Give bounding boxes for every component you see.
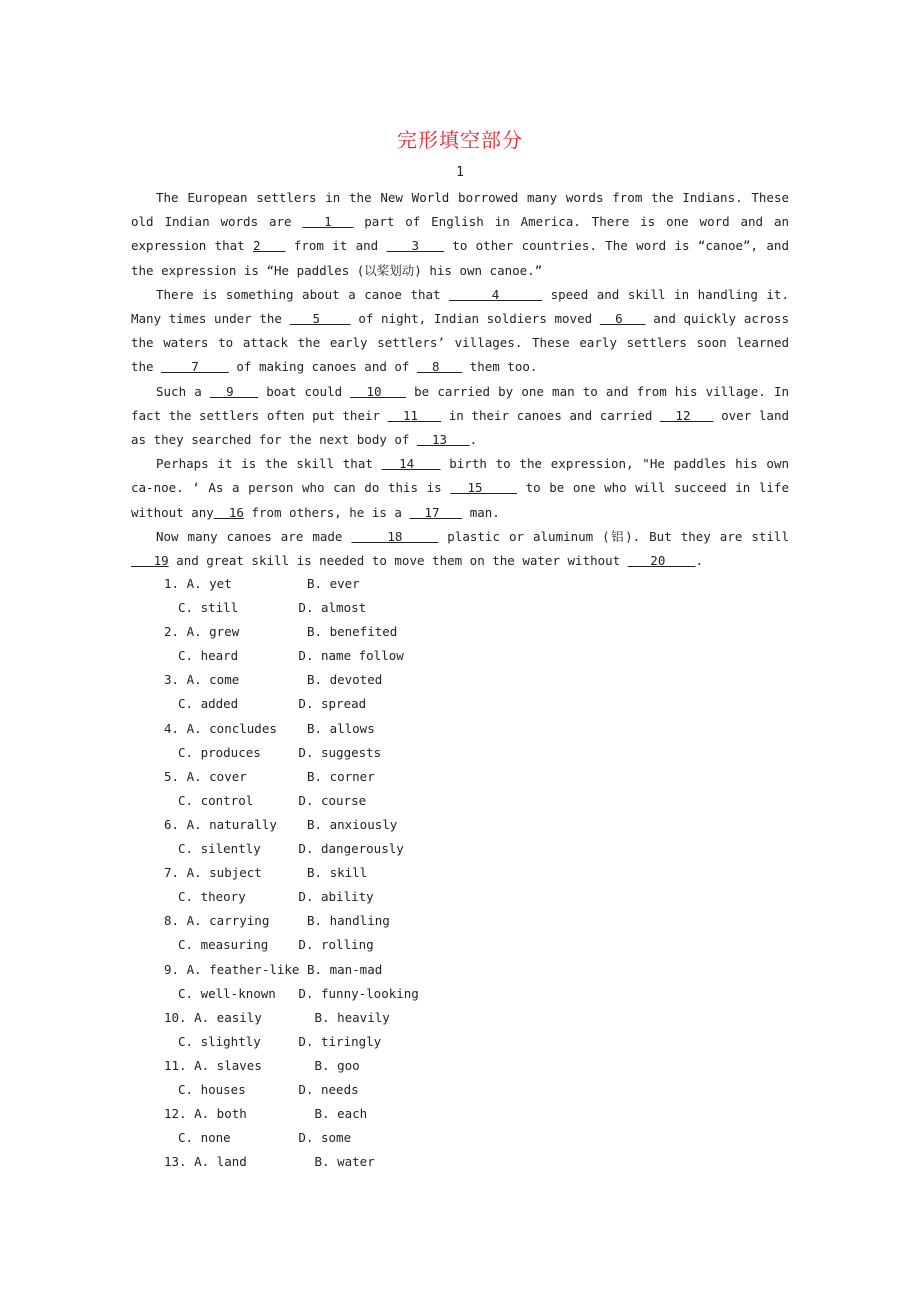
option-row-ab [164, 958, 419, 982]
option-c: C. slightly [178, 1033, 299, 1049]
passage-text: of night, Indian soldiers moved [350, 311, 600, 327]
blank-number: 16 [213, 504, 244, 520]
option-row-ab [164, 861, 419, 885]
option-c: C. heard [178, 648, 299, 664]
option-b: B. water [314, 1154, 375, 1170]
passage-paragraph [131, 380, 789, 453]
question-number: 6. [164, 816, 187, 832]
question-number: 10. [164, 1009, 195, 1025]
option-row-ab [164, 572, 419, 596]
option-c: C. control [178, 792, 299, 808]
option-c: C. theory [178, 889, 299, 905]
passage-text: plastic or aluminum (铝). But they are still [438, 528, 789, 544]
passage-text: be carried by one man to and from his village. In fact the settlers often put their [131, 383, 789, 423]
option-d: D. suggests [298, 744, 382, 760]
passage-text: part of English in America. There is one word and an expression that [131, 214, 790, 254]
passage-text: man. [462, 504, 500, 520]
option-b: B. ever [307, 576, 360, 591]
option-c: C. well-known [178, 985, 299, 1001]
option-row-cd [164, 692, 419, 716]
blank-number: 3 [386, 238, 444, 254]
question-number: 5. [164, 768, 187, 784]
option-row-cd [164, 1078, 419, 1102]
option-d: D. almost [298, 600, 367, 616]
passage-text: to be one who will succeed in life without any [131, 480, 789, 520]
option-row-cd [164, 596, 419, 620]
passage-text: speed and skill in handling it. Many times under the [131, 286, 789, 327]
option-c: C. produces [178, 744, 299, 760]
passage-text: from it and [285, 238, 387, 254]
option-c: C. measuring [178, 937, 299, 953]
option-row-cd [164, 933, 419, 957]
option-row-cd [164, 1030, 419, 1054]
option-a: A. feather-like [186, 961, 307, 977]
passage-text: There is something about a canoe that [156, 286, 450, 302]
passage-text: and quickly across the waters to attack the early settlers’ villages. These early settlers soon learned the [131, 311, 789, 375]
option-row-ab [164, 813, 419, 837]
passage-text: Now many canoes are made [156, 528, 352, 544]
option-row-ab [164, 668, 419, 692]
question-number: 8. [164, 913, 187, 929]
question-number: 12. [164, 1106, 195, 1122]
passage-text: them too. [462, 359, 538, 375]
blank-number: 18 [351, 528, 439, 544]
passage-paragraph [131, 452, 789, 525]
blank-number: 8 [417, 359, 463, 375]
blank-number: 9 [209, 383, 259, 399]
option-d: D. tiringly [298, 1033, 382, 1049]
option-row-ab [164, 909, 419, 933]
option-row-ab [164, 1150, 419, 1174]
option-c: C. houses [178, 1081, 299, 1097]
blank-number: 19 [131, 553, 169, 569]
option-b: B. anxiously [307, 816, 398, 832]
option-row-ab [164, 1102, 419, 1126]
blank-number: 2 [253, 238, 286, 254]
question-number: 13. [164, 1154, 195, 1170]
question-number: 7. [164, 865, 187, 881]
option-row-cd [164, 982, 419, 1006]
option-row-cd [164, 1126, 419, 1150]
option-a: A. easily [194, 1009, 315, 1025]
question-number: 11. [164, 1057, 195, 1073]
option-d: D. dangerously [298, 841, 404, 857]
passage-text: and great skill is needed to move them on the water without [168, 553, 628, 569]
option-c: C. silently [178, 841, 299, 857]
option-a: A. slaves [194, 1057, 315, 1073]
option-d: D. name follow [298, 648, 404, 664]
option-b: B. devoted [307, 672, 383, 688]
blank-number: 13 [416, 432, 470, 448]
option-a: A. subject [186, 865, 307, 881]
option-b: B. skill [307, 865, 368, 881]
blank-number: 14 [381, 456, 441, 472]
passage-text: to other countries. The word is “canoe”, and the expression is “He paddles (以桨划动) his own canoe.” [131, 238, 789, 278]
blank-number: 7 [161, 359, 229, 375]
passage-text: from others, he is a [243, 504, 410, 520]
option-b: B. allows [307, 720, 375, 736]
passage-text: boat could [258, 383, 351, 399]
passage-text: over land as they searched for the next body of [131, 407, 789, 448]
option-b: B. man-mad [307, 961, 383, 977]
passage-text: Perhaps it is the skill that [156, 456, 382, 472]
option-row-cd [164, 837, 419, 861]
passage-paragraph [131, 525, 789, 573]
question-number: 3. [164, 672, 187, 688]
option-c: C. none [178, 1130, 299, 1146]
option-row-ab [164, 1006, 419, 1030]
option-a: A. come [186, 672, 307, 688]
option-b: B. goo [314, 1057, 360, 1073]
blank-number: 10 [350, 383, 406, 399]
option-row-cd [164, 789, 419, 813]
option-row-ab [164, 620, 419, 644]
passage-text: . [469, 432, 478, 448]
passage-text: in their canoes and carried [441, 407, 661, 423]
option-row-ab [164, 1054, 419, 1078]
passage-paragraph [131, 186, 789, 283]
option-b: B. corner [307, 768, 375, 784]
blank-number: 6 [599, 311, 646, 327]
option-a: A. cover [186, 768, 307, 784]
option-a: A. naturally [186, 816, 307, 832]
option-b: B. benefited [307, 624, 398, 640]
section-number: 1 [456, 165, 464, 180]
option-a: A. yet [186, 576, 307, 591]
option-d: D. needs [298, 1081, 359, 1097]
option-c: C. added [178, 696, 299, 712]
option-d: D. course [298, 792, 367, 808]
option-row-cd [164, 741, 419, 765]
passage-paragraph [131, 283, 789, 380]
option-row-ab [164, 717, 419, 741]
answer-options [164, 572, 419, 1174]
option-row-cd [164, 644, 419, 668]
blank-number: 20 [627, 553, 696, 569]
blank-number: 11 [387, 407, 442, 423]
question-number: 1. [164, 576, 187, 591]
option-b: B. handling [307, 913, 390, 929]
option-d: D. rolling [298, 937, 374, 953]
option-d: D. spread [298, 696, 367, 712]
option-a: A. carrying [186, 913, 307, 929]
option-a: A. land [194, 1154, 315, 1170]
option-a: A. concludes [186, 720, 307, 736]
option-c: C. still [178, 600, 299, 616]
option-d: D. funny-looking [298, 985, 419, 1001]
question-number: 2. [164, 624, 187, 640]
passage-text: The European settlers in the New World borrowed many words from the Indians. These old Indian words are [131, 190, 789, 230]
passage-text: . [695, 553, 703, 569]
option-d: D. some [298, 1130, 352, 1146]
option-d: D. ability [298, 889, 374, 905]
blank-number: 4 [449, 286, 543, 302]
option-a: A. both [194, 1106, 315, 1122]
passage-text: of making canoes and of [228, 359, 417, 375]
option-row-ab [164, 765, 419, 789]
question-number: 9. [164, 961, 187, 977]
option-row-cd [164, 885, 419, 909]
passage-text: Such a [156, 383, 210, 399]
passage-text: birth to the expression, "He paddles his own ca-noe. ‘ As a person who can do this is [131, 456, 789, 496]
option-a: A. grew [186, 624, 307, 640]
option-b: B. heavily [314, 1009, 390, 1025]
cloze-passage [131, 186, 789, 573]
blank-number: 15 [450, 480, 517, 496]
question-number: 4. [164, 720, 187, 736]
blank-number: 17 [409, 504, 463, 520]
page-title: 完形填空部分 [397, 128, 523, 152]
blank-number: 12 [660, 407, 714, 423]
option-b: B. each [314, 1106, 368, 1122]
blank-number: 5 [289, 311, 351, 327]
blank-number: 1 [302, 214, 354, 230]
